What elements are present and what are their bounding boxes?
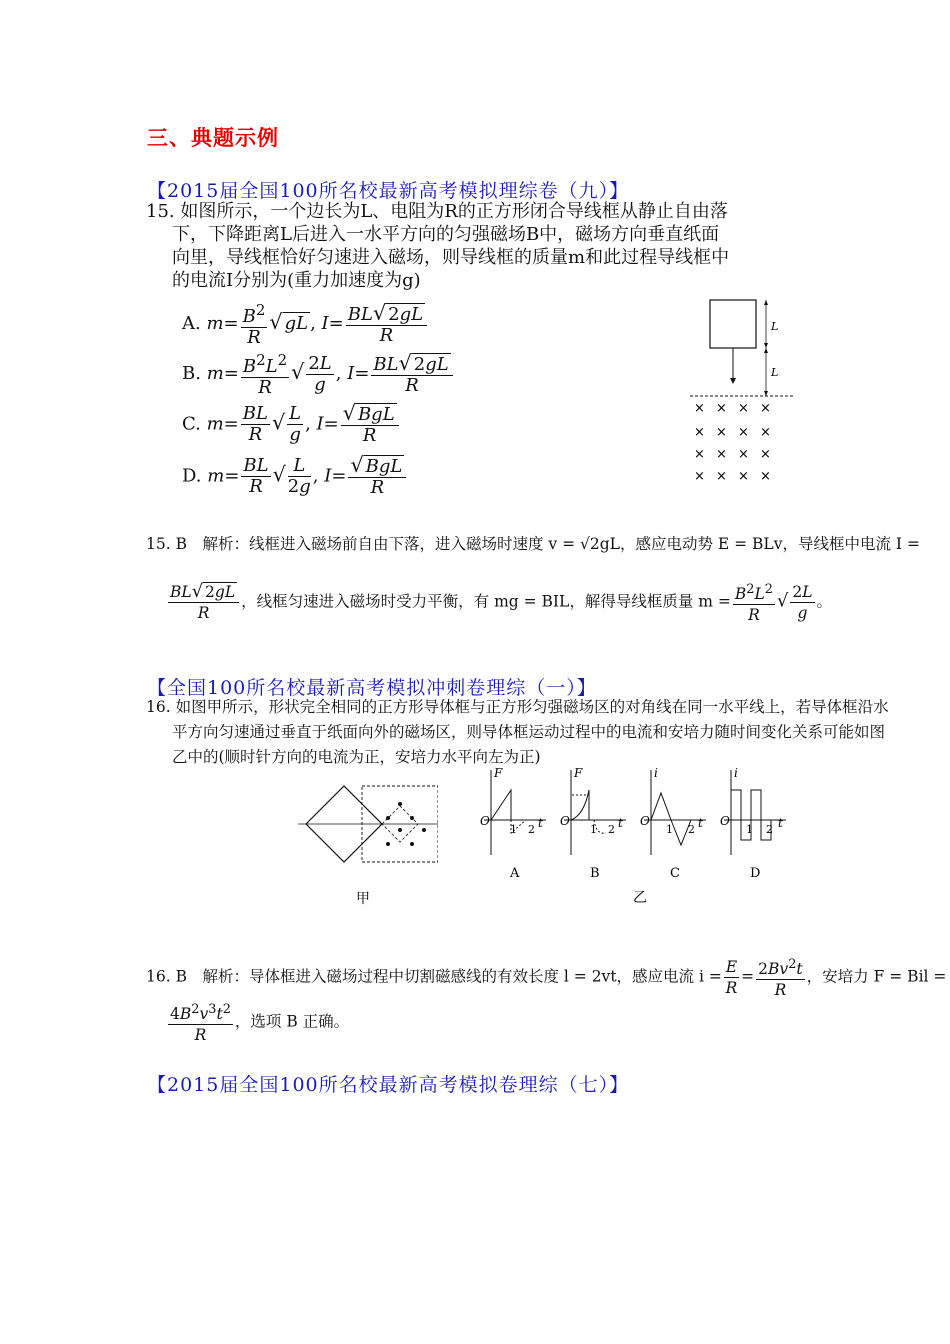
- tick-label: 2: [688, 823, 695, 836]
- tick-label: 1: [590, 823, 597, 836]
- cross-mark: ×: [738, 447, 749, 462]
- q15-line: 的电流I分别为(重力加速度为g): [172, 270, 421, 291]
- answer-text: ，选项 B 正确。: [234, 1012, 350, 1031]
- cross-mark: ×: [694, 425, 705, 440]
- source-heading-1: 【2015届全国100所名校最新高考模拟理综卷（九）】: [147, 180, 630, 202]
- section-title: 三、典题示例: [147, 126, 279, 150]
- cross-mark: ×: [760, 401, 771, 416]
- dim-label: L: [771, 366, 779, 379]
- graph-a: [480, 766, 546, 881]
- cross-mark: ×: [694, 401, 705, 416]
- axis-label: F: [494, 766, 503, 780]
- axis-label: i: [734, 766, 738, 780]
- origin-label: O: [560, 814, 570, 828]
- q15-option-c: C. m= $\frac{BL}{R}$ √ $\frac{L}{g}$ , I= $\frac{\text{√ BgL}}{R}$: [182, 403, 401, 446]
- axis-label: i: [654, 766, 658, 780]
- source-heading-2: 【全国100所名校最新高考模拟冲刺卷理综（一）】: [147, 677, 597, 699]
- origin-label: O: [480, 814, 490, 828]
- cross-mark: ×: [738, 425, 749, 440]
- cross-mark: ×: [716, 469, 727, 484]
- tick-label: 2: [766, 823, 773, 836]
- answer-16-line2: $\frac{4B^2v^3t^2}{R}$ ，选项 B 正确。: [170, 1002, 350, 1045]
- q16-line: 平方向匀速通过垂直于纸面向外的磁场区，则导体框运动过程中的电流和安培力随时间变化关系可能如图: [172, 723, 886, 741]
- graph-b: [560, 766, 626, 881]
- q15-line: 15. 如图所示，一个边长为L、电阻为R的正方形闭合导线框从静止自由落: [146, 201, 728, 222]
- origin-label: O: [640, 814, 650, 828]
- answer-text: ，线框匀速进入磁场时受力平衡，有 mg = BIL，解得导线框质量 m =: [241, 592, 731, 611]
- graph-label: B: [590, 866, 600, 881]
- magnetic-field-crosses: [694, 401, 771, 484]
- dim-arrow-icon: [764, 300, 768, 305]
- q16-line: 16. 如图甲所示，形状完全相同的正方形导体框与正方形匀强磁场区的对角线在同一水平线上，若导体框沿水: [146, 698, 889, 716]
- tick-label: 1: [666, 823, 673, 836]
- cross-mark: ×: [738, 469, 749, 484]
- figure-label-jia: 甲: [356, 891, 370, 907]
- dim-arrow-icon: [764, 391, 768, 396]
- arrow-head-icon: [730, 378, 736, 384]
- option-label: D.: [182, 465, 202, 487]
- answer-15-line2: $\frac{BL√ 2gL}{R}$ ，线框匀速进入磁场时受力平衡，有 mg = BIL，解得导线框质量 m = $\frac{B^2L^2}{R}$ √ $\frac{2L}{g}$ 。: [170, 581, 833, 625]
- q16-line: 乙中的(顺时针方向的电流为正，安培力水平向左为正): [172, 748, 541, 766]
- tick-label: 2: [528, 823, 535, 836]
- graph-label: C: [670, 866, 680, 881]
- q15-line: 下，下降距离L后进入一水平方向的匀强磁场B中，磁场方向垂直纸面: [172, 224, 720, 245]
- q15-text: [146, 200, 729, 292]
- q15-option-a: A. m= $\frac{B^2}{R}$ √ gL , I= $\frac{BL√ 2gL}{R}$: [182, 300, 429, 348]
- cross-mark: ×: [760, 447, 771, 462]
- q16-text: [146, 695, 889, 770]
- tick-label: 2: [608, 823, 615, 836]
- option-label: B.: [182, 363, 201, 384]
- cross-mark: ×: [760, 469, 771, 484]
- graph-c: [640, 766, 706, 881]
- dim-label: L: [771, 320, 779, 333]
- graph-label: A: [510, 866, 520, 881]
- answer-16-line1: 16. B 解析：导体框进入磁场过程中切割磁感线的有效长度 l = 2vt，感应电流 i = $\frac{E}{R}$ = $\frac{2Bv^2t}{R}$ ，安培力 F = Bil =: [146, 957, 947, 1000]
- square-frame: [710, 300, 756, 348]
- q15-figure: [670, 292, 800, 492]
- tick-label: 1: [510, 823, 517, 836]
- t-label: t: [618, 816, 623, 830]
- answer-text: ，安培力 F = Bil =: [806, 967, 947, 986]
- answer-15-line1: 15. B 解析：线框进入磁场前自由下落，进入磁场时速度 v = √2gL，感应电动势 E = BLv，导线框中电流 I =: [146, 535, 920, 553]
- tick-label: 1: [746, 823, 753, 836]
- q15-option-b: B. m= $\frac{B^2L^2}{R}$ √ $\frac{2L}{g}$ , I= $\frac{BL√ 2gL}{R}$: [182, 350, 455, 398]
- source-heading-3: 【2015届全国100所名校最新高考模拟卷理综（七）】: [147, 1074, 630, 1096]
- dim-arrow-icon: [764, 348, 768, 353]
- q16-figure-yi: [476, 765, 796, 910]
- dim-arrow-icon: [764, 343, 768, 348]
- cross-mark: ×: [738, 401, 749, 416]
- t-label: t: [778, 816, 783, 830]
- axis-label: F: [574, 766, 583, 780]
- option-label: A.: [182, 313, 201, 334]
- cross-mark: ×: [716, 425, 727, 440]
- origin-label: O: [720, 814, 730, 828]
- graph-label: D: [750, 866, 761, 881]
- cross-mark: ×: [716, 401, 727, 416]
- answer-text: 。: [816, 592, 833, 611]
- q15-line: 向里，导线框恰好匀速进入磁场，则导线框的质量m和此过程导线框中: [172, 247, 730, 268]
- cross-mark: ×: [716, 447, 727, 462]
- cross-mark: ×: [694, 447, 705, 462]
- graph-d: [720, 766, 786, 881]
- cross-mark: ×: [694, 469, 705, 484]
- answer-text: 16. B 解析：导体框进入磁场过程中切割磁感线的有效长度 l = 2vt，感应电流 i =: [146, 967, 722, 986]
- q15-option-d: D. m= $\frac{BL}{R}$ √ $\frac{L}{2g}$ , I= $\frac{\text{√ BgL}}{R}$: [182, 455, 408, 498]
- option-label: C.: [182, 413, 201, 435]
- t-label: t: [538, 816, 543, 830]
- figure-label-yi: 乙: [633, 890, 647, 906]
- q16-figure-jia: [298, 768, 438, 913]
- t-label: t: [698, 816, 703, 830]
- cross-mark: ×: [760, 425, 771, 440]
